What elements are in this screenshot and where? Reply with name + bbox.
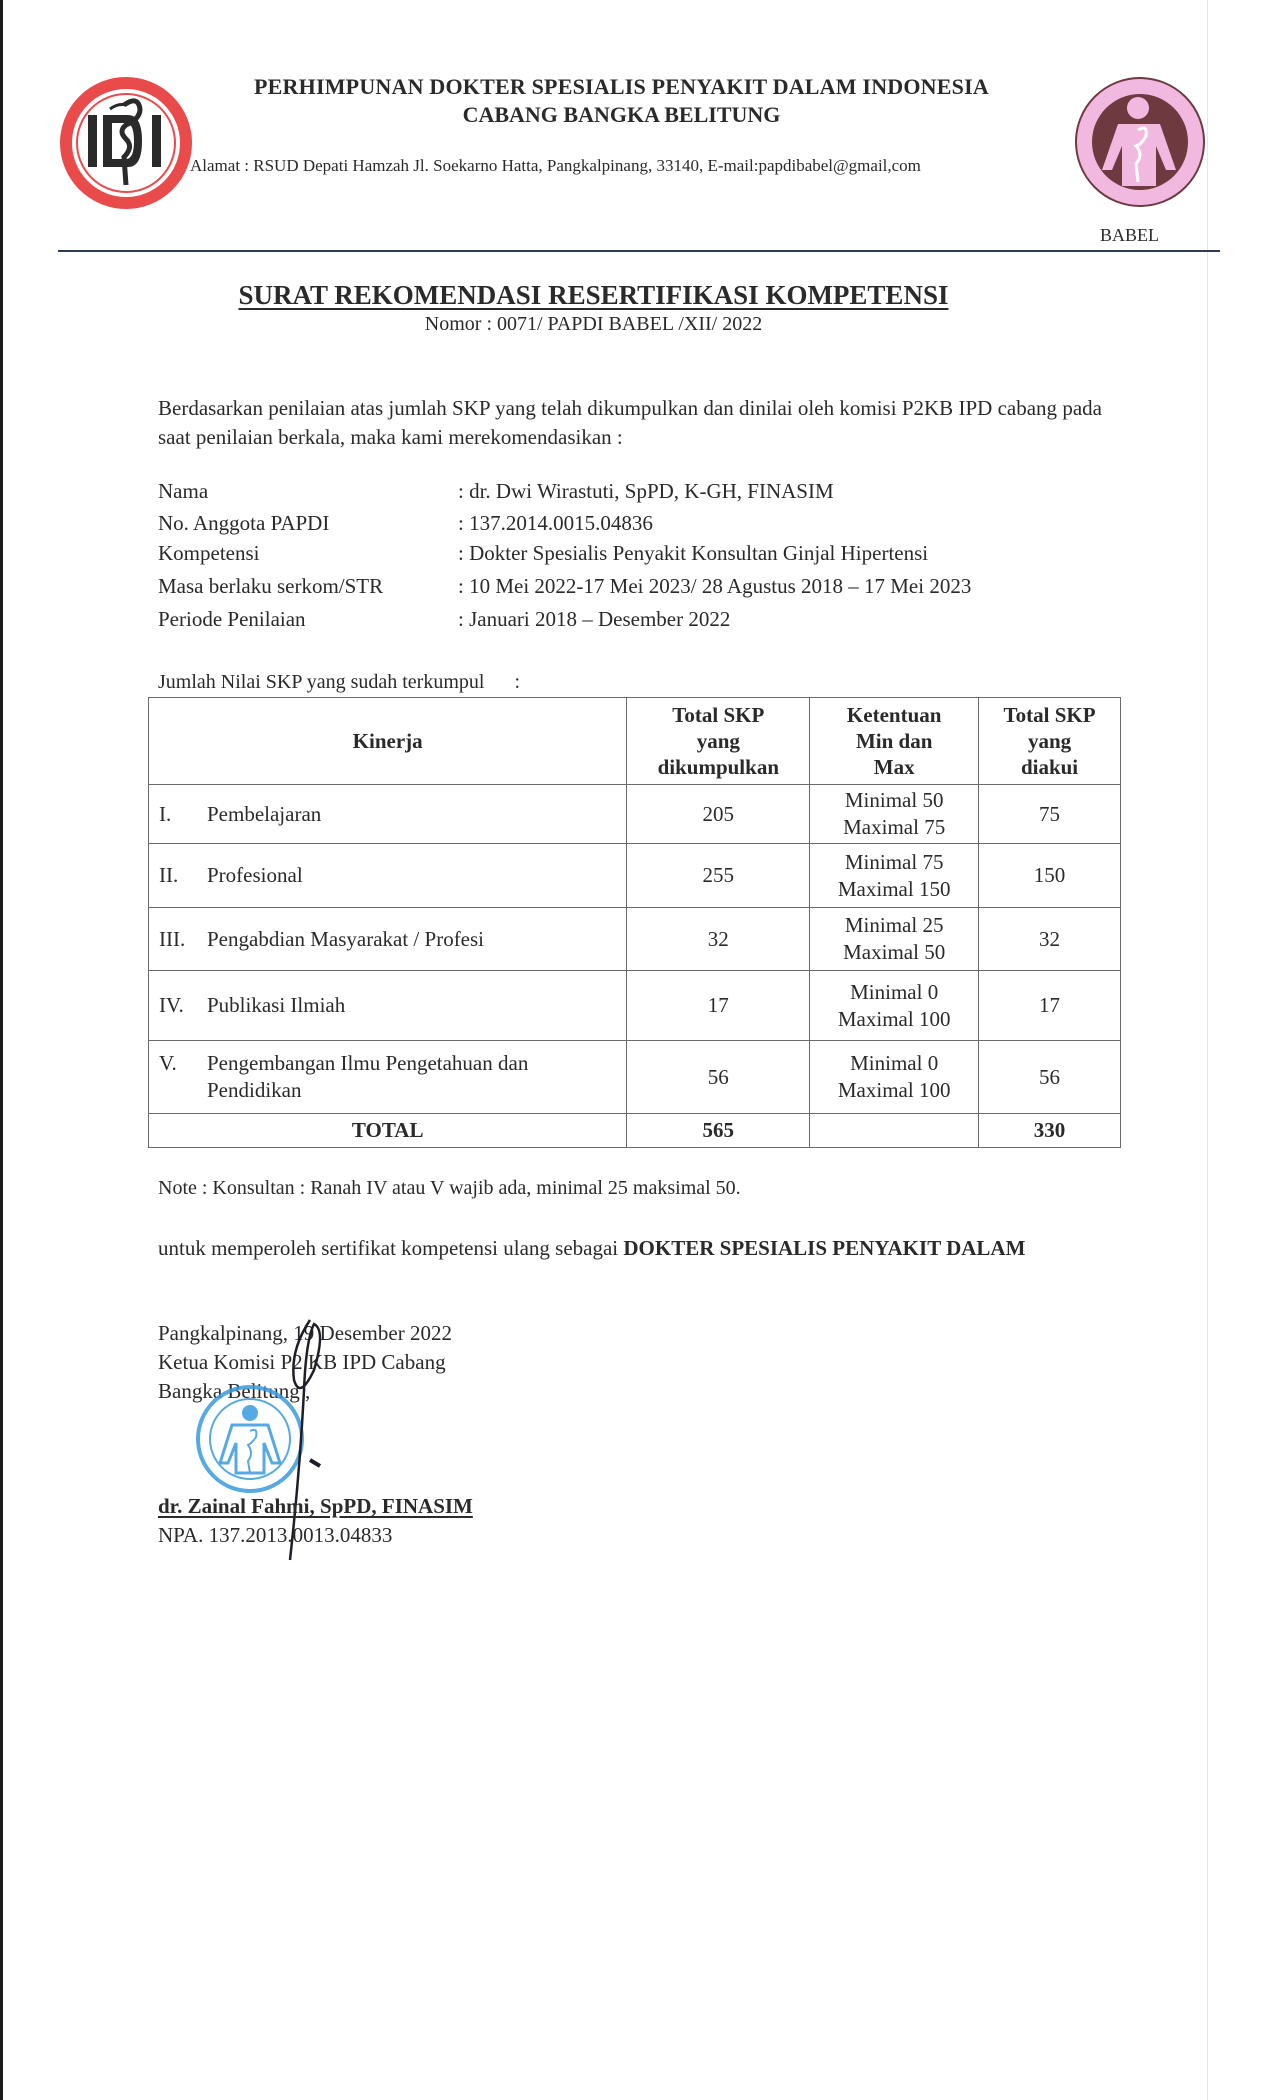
field-value-nama: : dr. Dwi Wirastuti, SpPD, K-GH, FINASIM bbox=[458, 479, 834, 503]
row-max: Maximal 150 bbox=[837, 876, 951, 901]
row-min: Minimal 25 bbox=[844, 913, 944, 937]
row-name bbox=[207, 1050, 528, 1104]
row-name: Publikasi Ilmiah bbox=[207, 993, 346, 1017]
field-value-member-no: : 137.2014.0015.04836 bbox=[458, 511, 653, 535]
row-number: I. bbox=[159, 801, 172, 826]
row-min: Minimal 0 bbox=[850, 1051, 939, 1075]
purpose-statement bbox=[158, 1233, 1108, 1263]
skp-total-label: Jumlah Nilai SKP yang sudah terkumpul : bbox=[158, 671, 521, 693]
signer-role-line2: Bangka Belitung , bbox=[158, 1379, 311, 1403]
header-recognized-line1: Total SKP bbox=[1003, 703, 1096, 727]
signer-name: dr. Zainal Fahmi, SpPD, FINASIM bbox=[158, 1494, 473, 1518]
row-number: III. bbox=[159, 926, 186, 951]
row-rule bbox=[810, 908, 979, 971]
table-row bbox=[149, 971, 1121, 1041]
place-date: Pangkalpinang, 19 Desember 2022 bbox=[158, 1321, 452, 1345]
row-name: Pembelajaran bbox=[207, 801, 322, 826]
purpose-title: DOKTER SPESIALIS PENYAKIT DALAM bbox=[623, 1236, 1026, 1260]
row-max: Maximal 100 bbox=[837, 1078, 951, 1102]
row-collected: 205 bbox=[627, 785, 810, 844]
field-label-nama: Nama bbox=[158, 479, 209, 503]
row-max: Maximal 75 bbox=[843, 815, 946, 839]
branch-label: BABEL bbox=[1100, 225, 1160, 245]
letter-number: Nomor : 0071/ PAPDI BABEL /XII/ 2022 bbox=[424, 313, 763, 335]
row-kinerja bbox=[149, 908, 627, 971]
row-collected: 17 bbox=[627, 971, 810, 1041]
row-max: Maximal 100 bbox=[837, 1006, 951, 1031]
table-row bbox=[149, 1041, 1121, 1114]
header-rule-line2: Min dan bbox=[855, 729, 933, 753]
header-collected-line1: Total SKP bbox=[672, 703, 765, 727]
field-label-period: Periode Penilaian bbox=[158, 607, 306, 631]
row-name: Pengabdian Masyarakat / Profesi bbox=[207, 926, 485, 951]
header-rule-line3: Max bbox=[873, 755, 915, 779]
field-label-validity: Masa berlaku serkom/STR bbox=[158, 574, 384, 598]
row-rule bbox=[810, 844, 979, 908]
org-name-line2: CABANG BANGKA BELITUNG bbox=[462, 102, 781, 127]
purpose-text: untuk memperoleh sertifikat kompetensi ulang sebagai bbox=[158, 1236, 624, 1260]
row-collected: 32 bbox=[627, 908, 810, 971]
signer-npa: NPA. 137.2013.0013.04833 bbox=[158, 1523, 393, 1547]
table-row bbox=[149, 908, 1121, 971]
header-collected-line3: dikumpulkan bbox=[657, 755, 779, 779]
row-number: II. bbox=[159, 863, 179, 887]
field-value-competence: : Dokter Spesialis Penyakit Konsultan Ginjal Hipertensi bbox=[458, 541, 929, 565]
table-header-row bbox=[149, 698, 1121, 785]
row-min: Minimal 75 bbox=[844, 849, 944, 874]
table-total-row bbox=[149, 1114, 1121, 1148]
row-number: IV. bbox=[159, 993, 184, 1017]
row-recognized: 32 bbox=[979, 908, 1121, 971]
row-collected: 255 bbox=[627, 844, 810, 908]
header-divider bbox=[58, 250, 1220, 252]
row-recognized: 56 bbox=[979, 1041, 1121, 1114]
header-collected-line2: yang bbox=[696, 729, 740, 753]
papdi-logo-icon bbox=[1072, 74, 1208, 210]
row-max: Maximal 50 bbox=[843, 940, 946, 964]
signer-role-line1: Ketua Komisi P2 KB IPD Cabang bbox=[158, 1350, 446, 1374]
org-name-line1: PERHIMPUNAN DOKTER SPESIALIS PENYAKIT DALAM INDONESIA bbox=[254, 74, 989, 99]
row-recognized: 17 bbox=[979, 971, 1121, 1041]
header-kinerja: Kinerja bbox=[149, 698, 627, 785]
row-rule bbox=[810, 971, 979, 1041]
total-collected: 565 bbox=[627, 1114, 810, 1148]
table-row bbox=[149, 785, 1121, 844]
row-min: Minimal 0 bbox=[850, 979, 939, 1004]
letter-title: SURAT REKOMENDASI RESERTIFIKASI KOMPETENSI bbox=[238, 280, 949, 310]
table-row bbox=[149, 844, 1121, 908]
row-recognized: 150 bbox=[979, 844, 1121, 908]
row-kinerja bbox=[149, 785, 627, 844]
row-kinerja bbox=[149, 971, 627, 1041]
row-number: V. bbox=[159, 1051, 177, 1075]
header-recognized bbox=[979, 698, 1121, 785]
row-rule bbox=[810, 1041, 979, 1114]
header-rule bbox=[810, 698, 979, 785]
row-recognized: 75 bbox=[979, 785, 1121, 844]
row-min: Minimal 50 bbox=[844, 788, 944, 812]
intro-paragraph: Berdasarkan penilaian atas jumlah SKP yang telah dikumpulkan dan dinilai oleh komisi P2KB IPD cabang pada saat penilaian berkala, maka kami merekomendasikan : bbox=[158, 396, 1102, 449]
header-rule-line1: Ketentuan bbox=[846, 703, 942, 727]
row-kinerja bbox=[149, 1041, 627, 1114]
consultant-note: Note : Konsultan : Ranah IV atau V wajib ada, minimal 25 maksimal 50. bbox=[158, 1177, 741, 1199]
field-label-member-no: No. Anggota PAPDI bbox=[158, 511, 330, 535]
row-name: Profesional bbox=[207, 863, 303, 887]
row-name-line1: Pengembangan Ilmu Pengetahuan dan bbox=[207, 1051, 529, 1075]
skp-table bbox=[148, 697, 1121, 1148]
row-rule bbox=[810, 785, 979, 844]
header-recognized-line2: yang bbox=[1027, 729, 1072, 753]
field-value-validity: : 10 Mei 2022-17 Mei 2023/ 28 Agustus 2018 – 17 Mei 2023 bbox=[458, 574, 972, 598]
row-kinerja bbox=[149, 844, 627, 908]
total-rule bbox=[810, 1114, 979, 1148]
org-address: Alamat : RSUD Depati Hamzah Jl. Soekarno Hatta, Pangkalpinang, 33140, E-mail:papdibabel@gmail,com bbox=[190, 156, 921, 175]
field-value-period: : Januari 2018 – Desember 2022 bbox=[458, 607, 731, 631]
total-recognized: 330 bbox=[979, 1114, 1121, 1148]
field-label-competence: Kompetensi bbox=[158, 541, 260, 565]
total-label: TOTAL bbox=[149, 1114, 627, 1148]
header-recognized-line3: diakui bbox=[1020, 755, 1079, 779]
header-collected bbox=[627, 698, 810, 785]
row-collected: 56 bbox=[627, 1041, 810, 1114]
row-name-line2: Pendidikan bbox=[207, 1078, 302, 1102]
